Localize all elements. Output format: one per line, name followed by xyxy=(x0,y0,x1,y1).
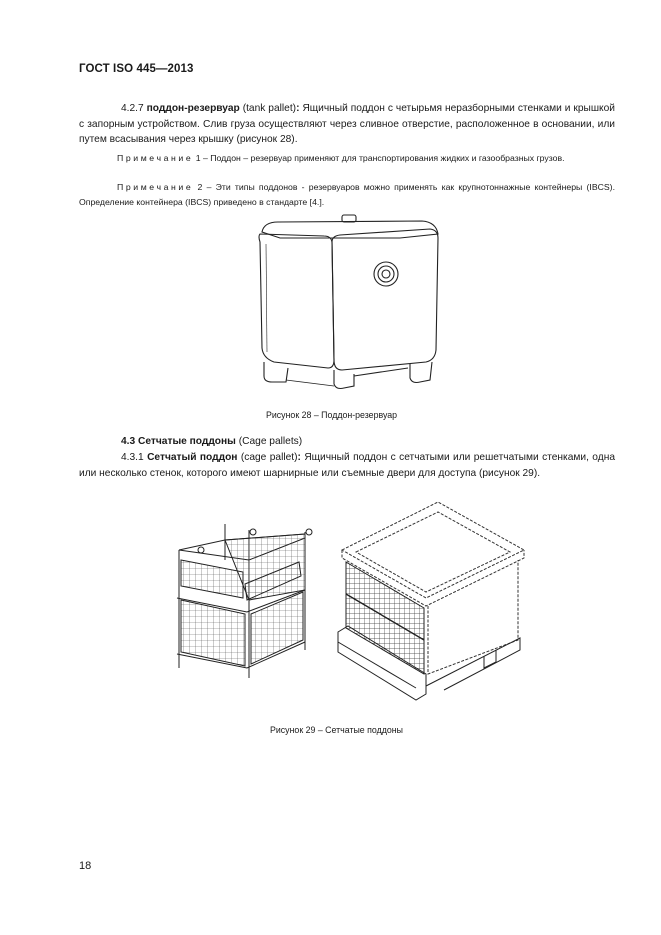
note-2 xyxy=(79,180,615,209)
term-cage-pallet: Сетчатый поддон xyxy=(147,452,238,463)
note-1 xyxy=(79,151,615,166)
section-heading-english: (Cage pallets) xyxy=(238,436,303,447)
tank-pallet-figure xyxy=(250,212,450,392)
clause-text: Ящичный поддон с сетчатыми или решетчатыми стенками, одна или несколько стенок, которого имеют шарнирные или съемные двери для доступа (рисунок 29). xyxy=(79,452,615,479)
figure-29-caption: Рисунок 29 – Сетчатые поддоны xyxy=(270,725,403,735)
cage-upper-door xyxy=(181,560,243,598)
document-code: ГОСТ ISO 445—2013 xyxy=(79,63,194,75)
note-text: 1 – Поддон – резервуар применяют для транспортирования жидких и газообразных грузов. xyxy=(193,153,565,163)
section-heading: 4.3 Сетчатые поддоны xyxy=(121,436,236,447)
term-colon: : xyxy=(296,103,300,114)
tank-port-center xyxy=(382,270,390,278)
clause-4-3-1 xyxy=(79,450,615,481)
page-number: 18 xyxy=(79,860,92,872)
clause-number: 4.3.1 xyxy=(121,452,144,463)
cage-pallet-closed-figure xyxy=(334,498,534,703)
clause-text: Ящичный поддон с четырьмя неразборными стенками и крышкой с запорным устройством. Слив груза осуществляют через сливное отверстие, расположенное в основании, или путем всасывания через крышку (рисунок 28). xyxy=(79,103,615,145)
note-label: Примечание xyxy=(117,182,194,192)
note-text: 2 – Эти типы поддонов - резервуаров можно применять как крупнотоннажные контейнеры (IBCS). Определение контейнера (IBCS) приведено в стандарте [4.]. xyxy=(79,182,615,207)
tank-right-face xyxy=(332,229,438,370)
tank-port-inner xyxy=(378,266,394,282)
tank-top-face xyxy=(262,221,438,238)
clause-number: 4.2.7 xyxy=(121,103,144,114)
tank-left-face xyxy=(259,234,334,368)
cage-pallet-open-figure xyxy=(165,520,325,680)
tank-base-runner xyxy=(354,368,408,376)
tank-base-leg-right xyxy=(410,362,432,383)
term-english: (cage pallet) xyxy=(240,452,298,463)
cage-front-wall xyxy=(346,562,424,674)
term-tank-pallet: поддон-резервуар xyxy=(146,103,240,114)
term-colon: : xyxy=(297,452,301,463)
tank-base-leg-center xyxy=(334,370,354,389)
clause-4-2-7 xyxy=(79,101,615,148)
cage-side-mesh xyxy=(251,592,303,664)
term-english: (tank pallet) xyxy=(242,103,297,114)
note-label: Примечание xyxy=(117,153,194,163)
figure-28-caption: Рисунок 28 – Поддон-резервуар xyxy=(266,410,398,420)
tank-base-leg-left xyxy=(264,362,288,382)
section-4-3-heading xyxy=(79,434,615,450)
